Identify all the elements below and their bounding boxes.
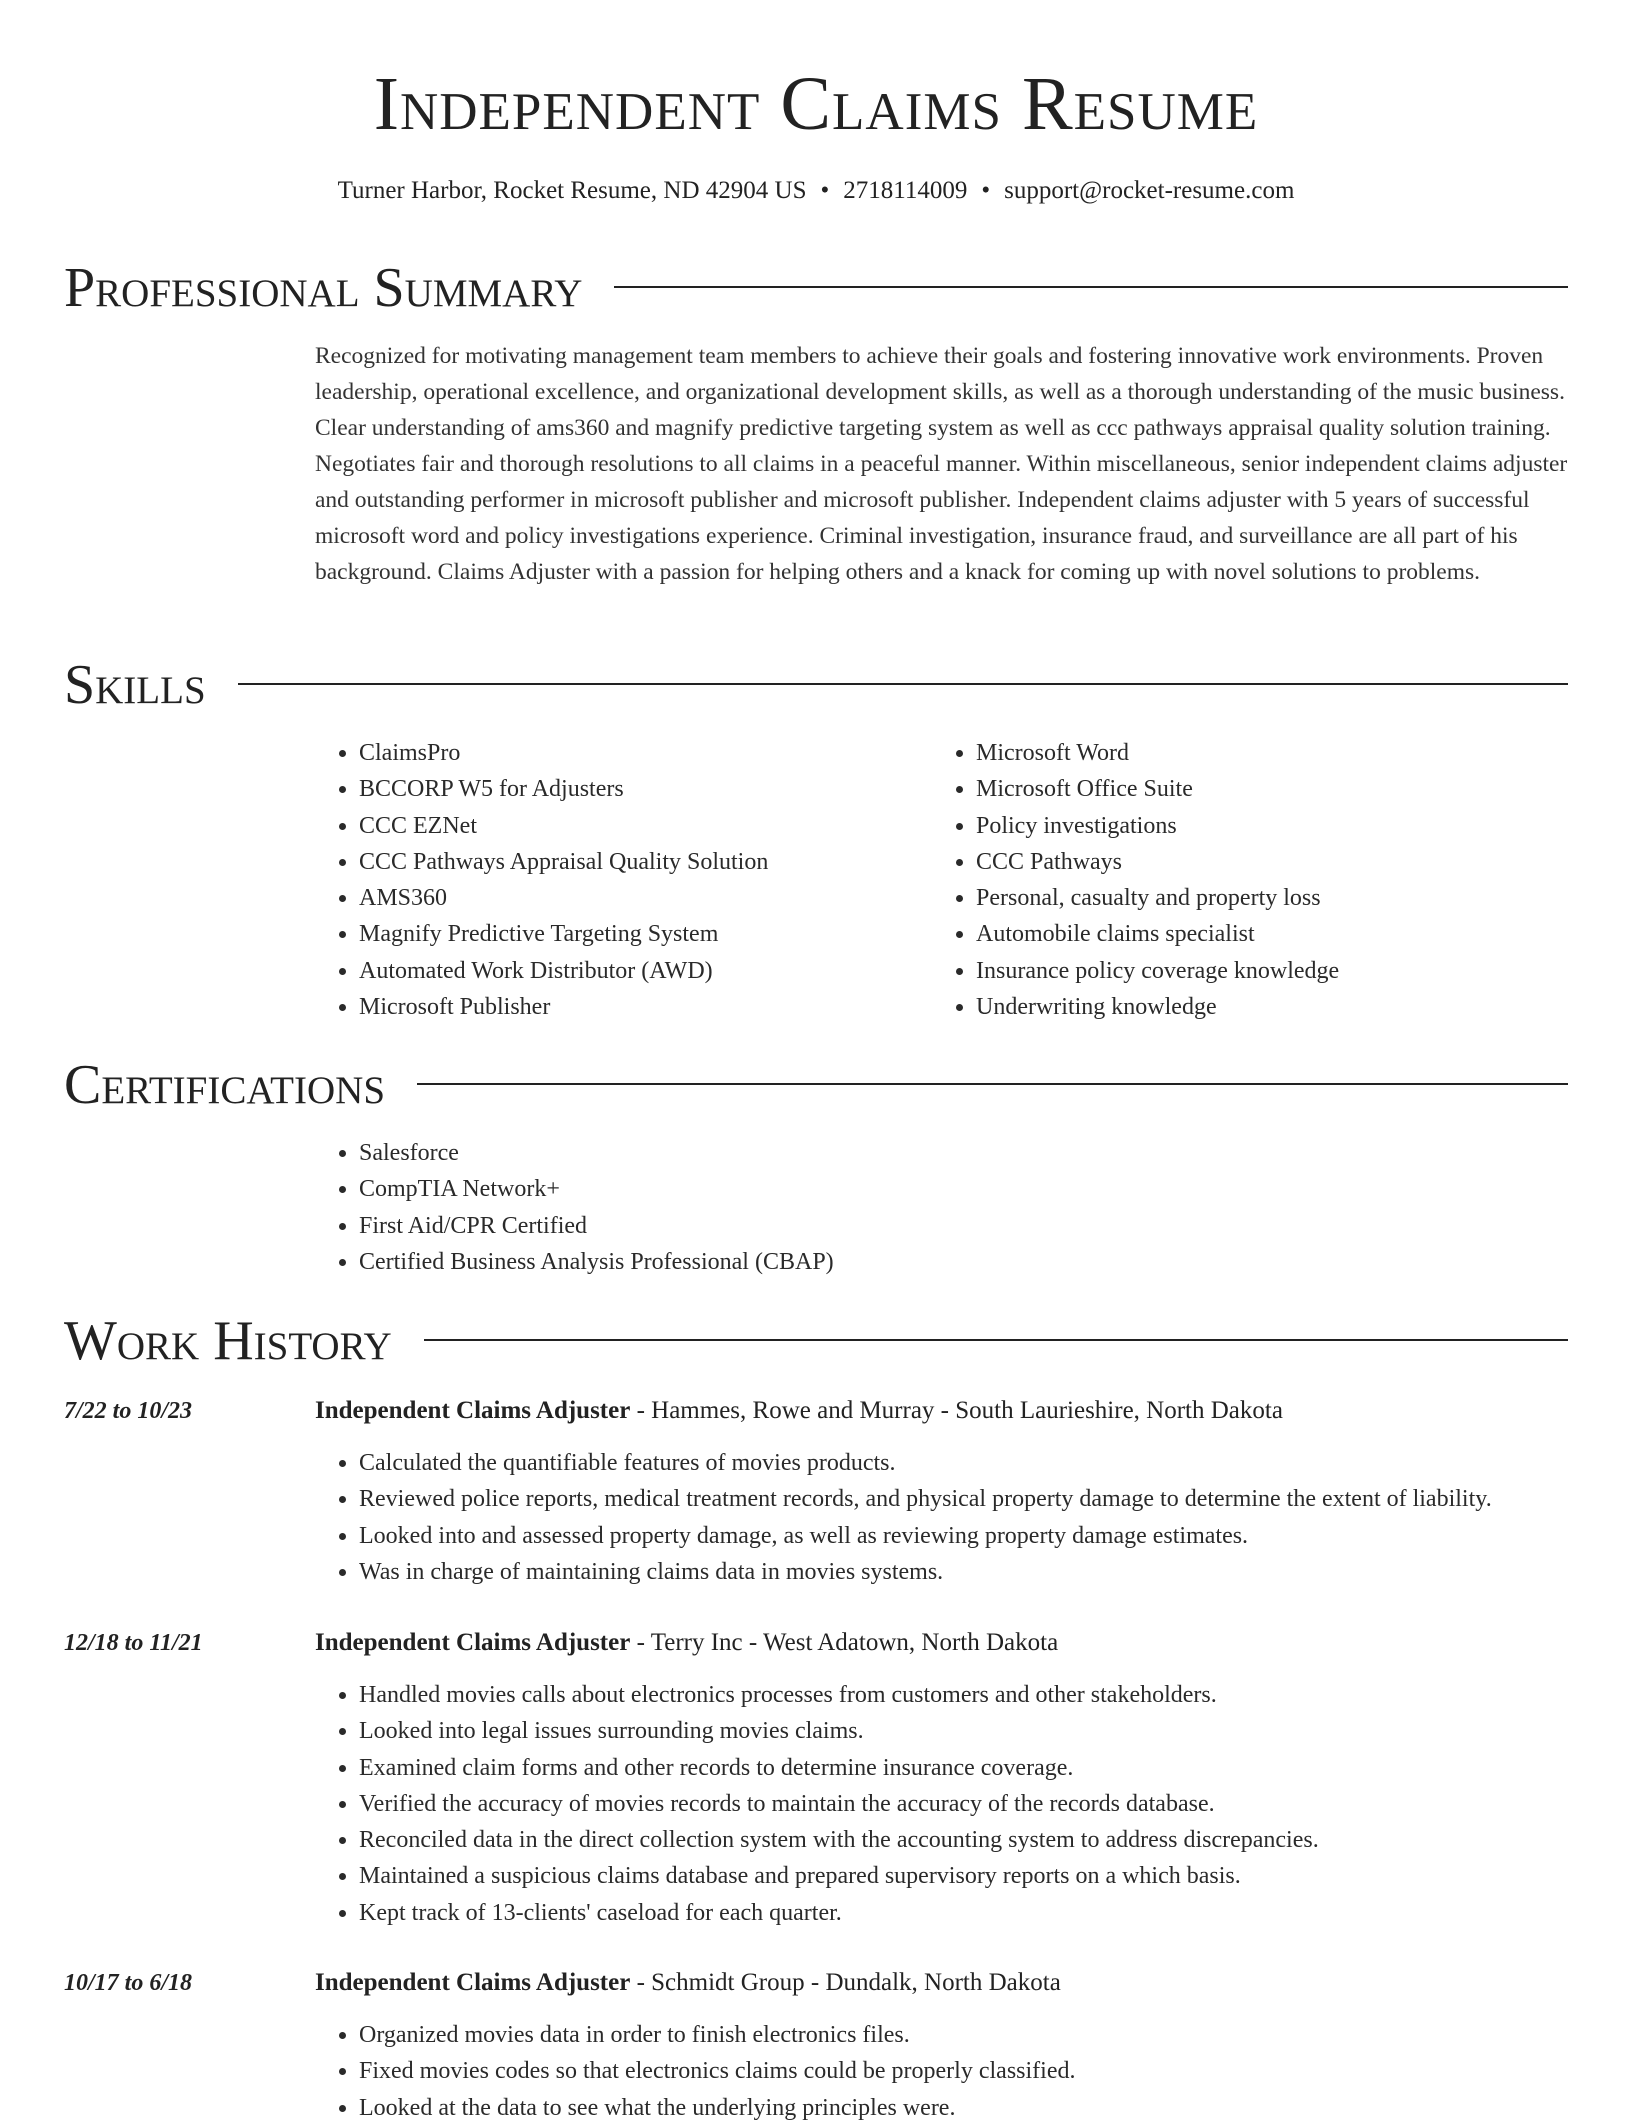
skill-item: • Policy investigations bbox=[976, 808, 1572, 844]
skills-heading: Skills bbox=[64, 654, 206, 716]
skills-section-header bbox=[64, 653, 1568, 717]
job-heading bbox=[315, 1627, 1058, 1659]
job-bullet: • Organized movies data in order to finish electronics files. bbox=[359, 2017, 1572, 2053]
job-dates: 10/17 to 6/18 bbox=[64, 1970, 193, 1996]
skill-item: • Microsoft Word bbox=[976, 735, 1572, 771]
job-employer: - Terry Inc - West Adatown, North Dakota bbox=[630, 1629, 1059, 1656]
job-employer: - Schmidt Group - Dundalk, North Dakota bbox=[630, 1969, 1061, 1996]
certifications-section-header bbox=[64, 1053, 1568, 1117]
section-divider bbox=[238, 683, 1568, 685]
skill-item: • AMS360 bbox=[359, 880, 915, 916]
certification-item: • Certified Business Analysis Professional (CBAP) bbox=[359, 1244, 834, 1280]
job-bullet: • Was in charge of maintaining claims data in movies systems. bbox=[359, 1554, 1572, 1590]
job-title: Independent Claims Adjuster bbox=[315, 1969, 631, 1996]
work-heading: Work History bbox=[64, 1310, 392, 1372]
section-divider bbox=[417, 1083, 1568, 1085]
job-bullet: • Verified the accuracy of movies records to maintain the accuracy of the records database. bbox=[359, 1786, 1572, 1822]
job-heading bbox=[315, 1395, 1283, 1427]
skill-item: • CCC EZNet bbox=[359, 808, 915, 844]
skills-list-right bbox=[932, 735, 1572, 1025]
skills-column-right bbox=[932, 735, 1572, 1025]
skill-item: • Microsoft Office Suite bbox=[976, 771, 1572, 807]
job-duties bbox=[315, 1445, 1572, 1590]
contact-separator: • bbox=[820, 177, 830, 204]
job-bullet: • Fixed movies codes so that electronics claims could be properly classified. bbox=[359, 2053, 1572, 2089]
job-bullet: • Looked at the data to see what the underlying principles were. bbox=[359, 2090, 1572, 2126]
summary-heading: Professional Summary bbox=[64, 257, 583, 319]
work-section-header bbox=[64, 1309, 1568, 1373]
job-bullet: • Maintained a suspicious claims database and prepared supervisory reports on a which basis. bbox=[359, 1858, 1572, 1894]
job-bullet: • Reconciled data in the direct collection system with the accounting system to address discrepancies. bbox=[359, 1822, 1572, 1858]
skill-item: • ClaimsPro bbox=[359, 735, 915, 771]
job-bullet: • Looked into and assessed property damage, as well as reviewing property damage estimates. bbox=[359, 1518, 1572, 1554]
section-divider bbox=[614, 286, 1568, 288]
contact-email: support@rocket-resume.com bbox=[1004, 177, 1295, 204]
job-title: Independent Claims Adjuster bbox=[315, 1629, 631, 1656]
skill-item: • Insurance policy coverage knowledge bbox=[976, 953, 1572, 989]
certifications-heading: Certifications bbox=[64, 1054, 386, 1116]
skill-item: • BCCORP W5 for Adjusters bbox=[359, 771, 915, 807]
skills-column-left bbox=[315, 735, 915, 1025]
job-bullet-list bbox=[315, 2017, 1572, 2126]
skills-list-left bbox=[315, 735, 915, 1025]
certifications-block bbox=[315, 1135, 834, 1280]
summary-text: Recognized for motivating management team members to achieve their goals and fostering innovative work environments. Proven leadership, operational excellence, and organizational development skills, as well as a thorough understanding of the music business. Clear understanding of ams360 and magnify predictive targeting system as well as ccc pathways appraisal quality solution training. Negotiates fair and thorough resolutions to all claims in a peaceful manner. Within miscellaneous, senior independent claims adjuster and outstanding performer in microsoft publisher and microsoft publisher. Independent claims adjuster with 5 years of successful microsoft word and policy investigations experience. Criminal investigation, insurance fraud, and surveillance are all part of his background. Claims Adjuster with a passion for helping others and a knack for coming up with novel solutions to problems. bbox=[315, 343, 1568, 585]
skill-item: • Automobile claims specialist bbox=[976, 916, 1572, 952]
job-bullet: • Reviewed police reports, medical treatment records, and physical property damage to determine the extent of liability. bbox=[359, 1481, 1572, 1517]
job-employer: - Hammes, Rowe and Murray - South Laurieshire, North Dakota bbox=[630, 1397, 1283, 1424]
job-title: Independent Claims Adjuster bbox=[315, 1397, 631, 1424]
skill-item: • CCC Pathways bbox=[976, 844, 1572, 880]
job-dates: 7/22 to 10/23 bbox=[64, 1398, 193, 1424]
skill-item: • Magnify Predictive Targeting System bbox=[359, 916, 915, 952]
skill-item: • Personal, casualty and property loss bbox=[976, 880, 1572, 916]
contact-phone: 2718114009 bbox=[843, 177, 968, 204]
skill-item: • Automated Work Distributor (AWD) bbox=[359, 953, 915, 989]
resume-title: Independent Claims Resume bbox=[373, 62, 1259, 146]
skill-item: • Microsoft Publisher bbox=[359, 989, 915, 1025]
section-divider bbox=[424, 1339, 1568, 1341]
contact-line bbox=[0, 176, 1632, 206]
certification-item: • CompTIA Network+ bbox=[359, 1171, 834, 1207]
skill-item: • Underwriting knowledge bbox=[976, 989, 1572, 1025]
job-duties bbox=[315, 2017, 1572, 2126]
job-bullet-list bbox=[315, 1445, 1572, 1590]
job-heading bbox=[315, 1967, 1061, 1999]
job-bullet: • Handled movies calls about electronics processes from customers and other stakeholders. bbox=[359, 1677, 1572, 1713]
job-bullet-list bbox=[315, 1677, 1572, 1931]
job-dates: 12/18 to 11/21 bbox=[64, 1630, 203, 1656]
job-bullet: • Kept track of 13-clients' caseload for each quarter. bbox=[359, 1895, 1572, 1931]
job-bullet: • Examined claim forms and other records to determine insurance coverage. bbox=[359, 1750, 1572, 1786]
certifications-list bbox=[315, 1135, 834, 1280]
summary-section-header bbox=[64, 256, 1568, 320]
job-bullet: • Calculated the quantifiable features of movies products. bbox=[359, 1445, 1572, 1481]
job-bullet: • Looked into legal issues surrounding movies claims. bbox=[359, 1713, 1572, 1749]
skill-item: • CCC Pathways Appraisal Quality Solution bbox=[359, 844, 915, 880]
contact-address: Turner Harbor, Rocket Resume, ND 42904 US bbox=[337, 177, 807, 204]
certification-item: • First Aid/CPR Certified bbox=[359, 1208, 834, 1244]
job-duties bbox=[315, 1677, 1572, 1931]
certification-item: • Salesforce bbox=[359, 1135, 834, 1171]
contact-separator: • bbox=[981, 177, 991, 204]
